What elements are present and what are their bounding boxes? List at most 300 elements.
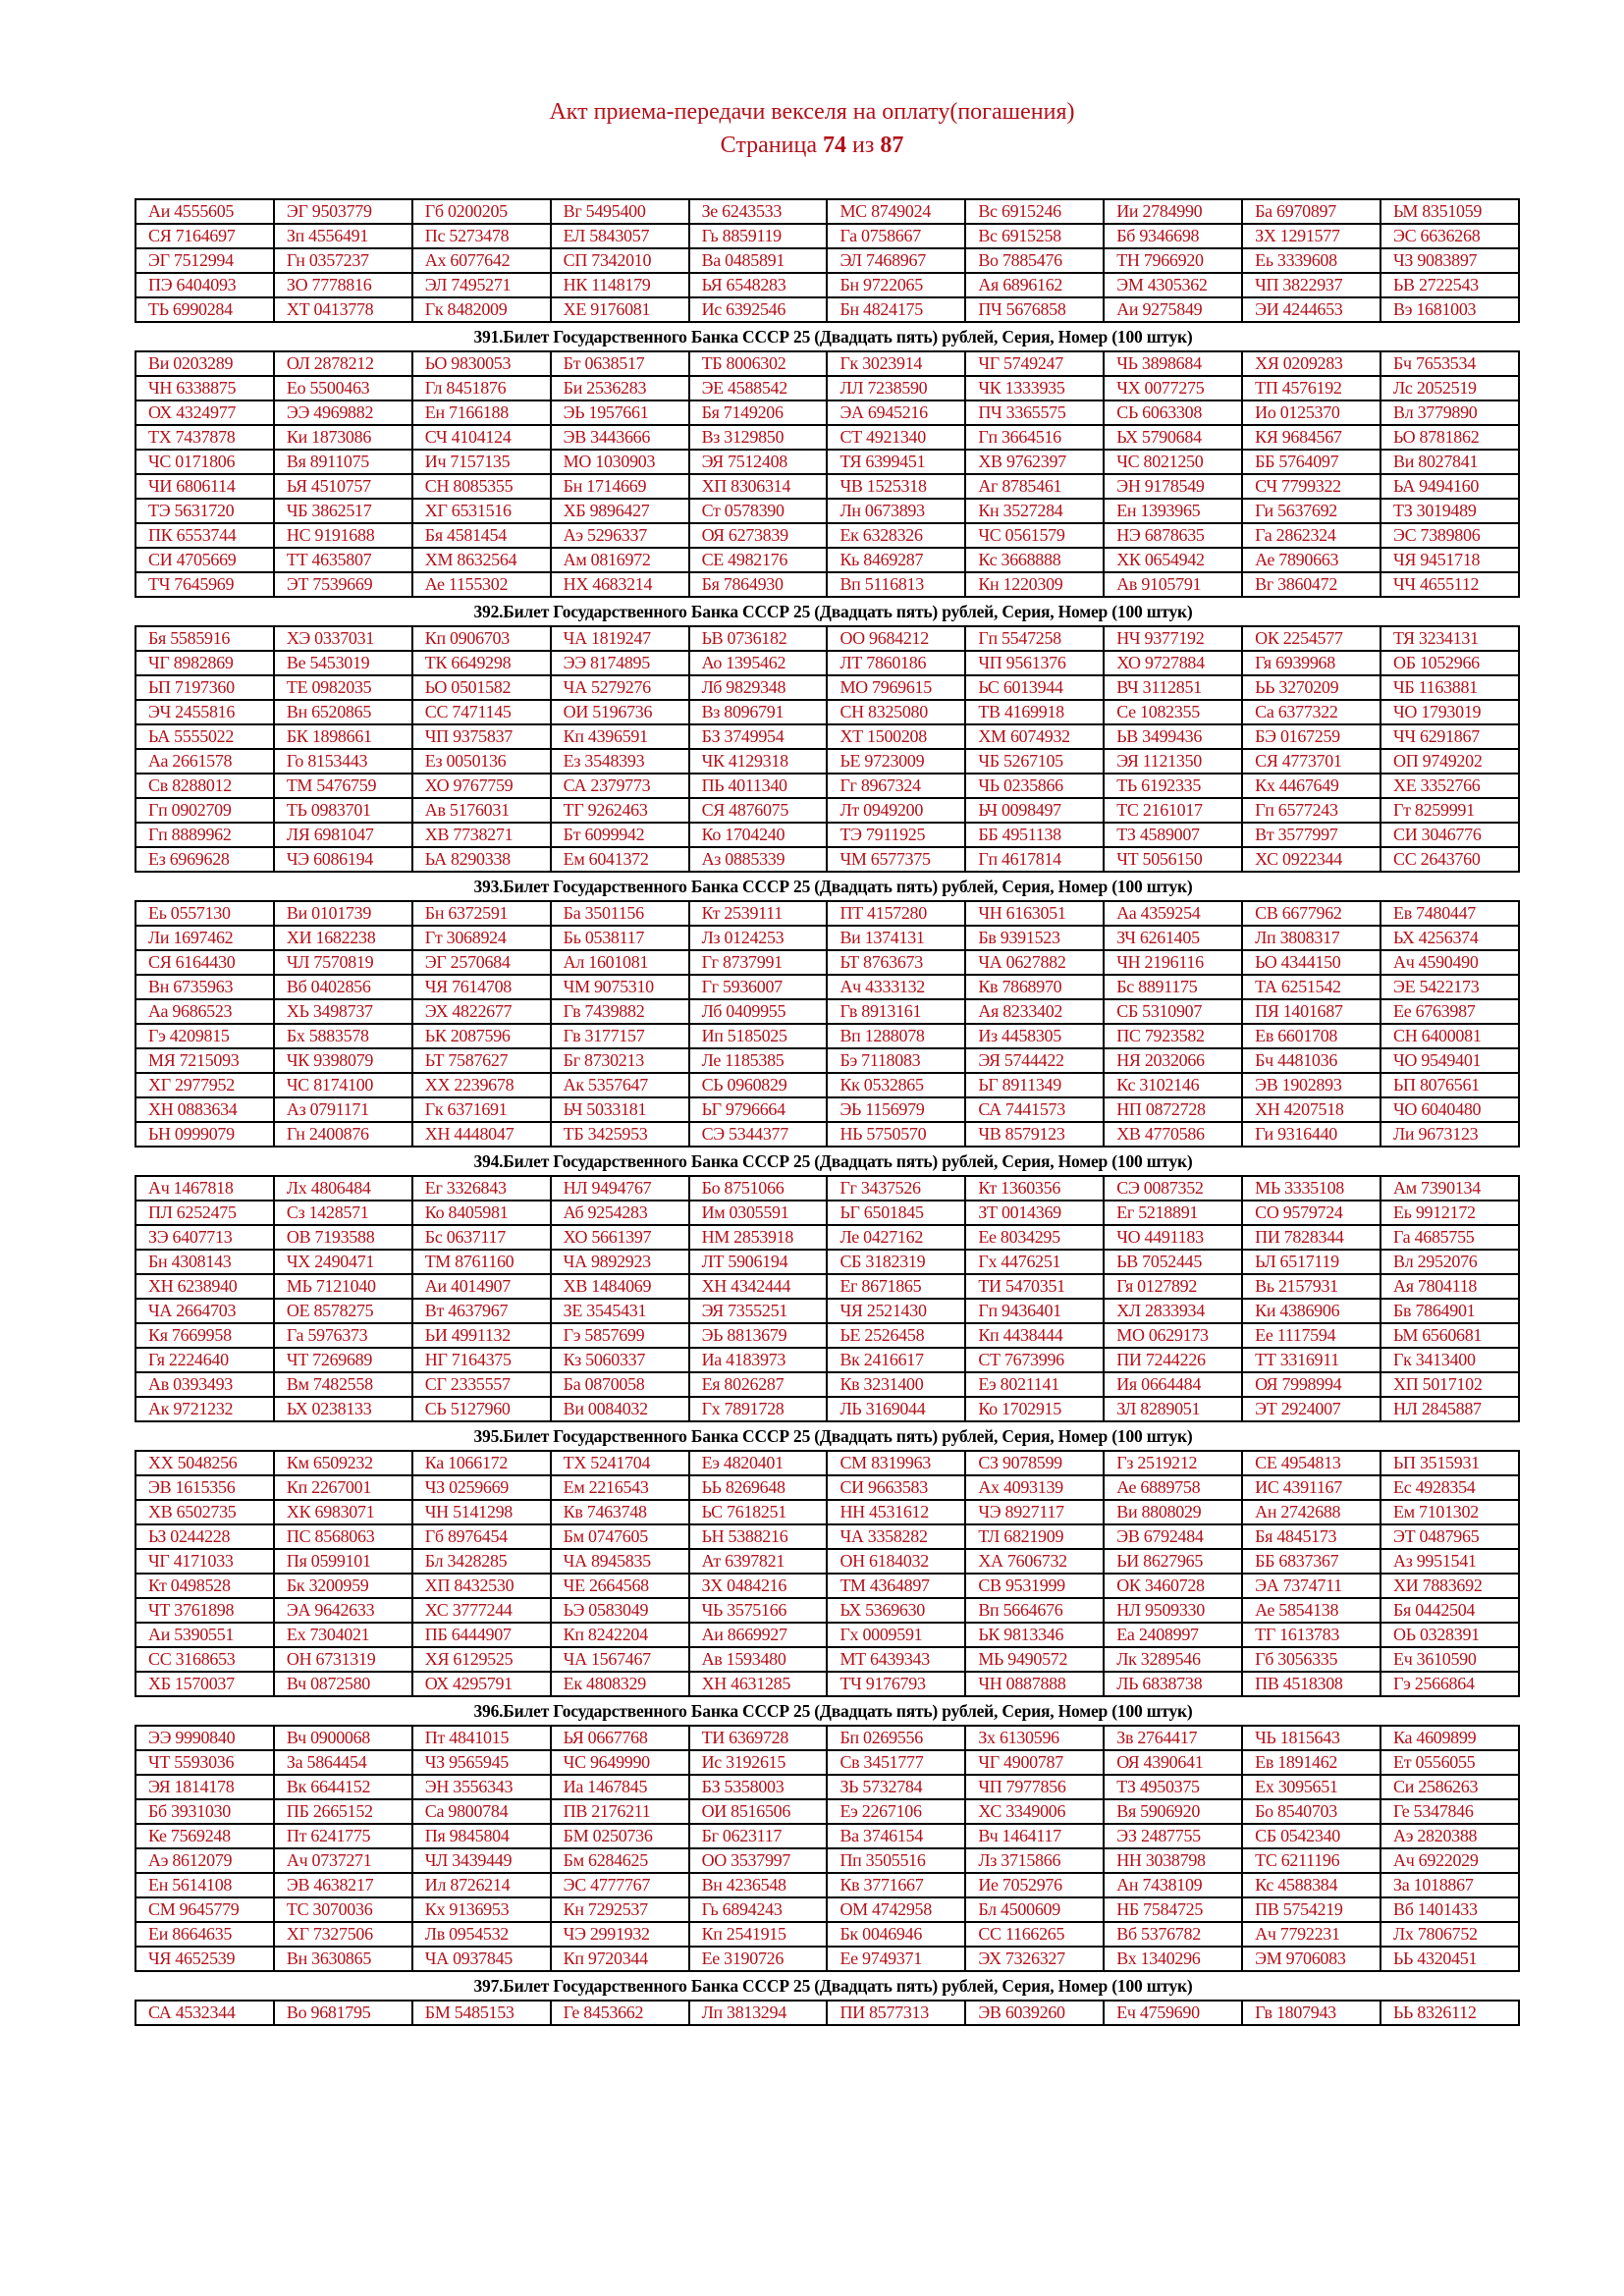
bill-serial-cell: ОЬ 0328391: [1380, 1623, 1519, 1647]
bill-serial-cell: Ба 6970897: [1242, 199, 1380, 224]
bill-serial-cell: Ае 5854138: [1242, 1598, 1380, 1623]
bill-serial-cell: Зе 6243533: [689, 199, 828, 224]
bill-serial-cell: СН 8085355: [412, 474, 551, 499]
bill-serial-cell: ХЬ 3498737: [274, 999, 412, 1024]
bill-serial-cell: ЛТ 7860186: [827, 651, 965, 675]
bill-serial-cell: ЕЛ 5843057: [551, 224, 689, 248]
bill-serial-cell: ОН 6184032: [827, 1549, 965, 1574]
bill-serial-cell: ЧК 4129318: [689, 749, 828, 774]
table-row: [135, 651, 1519, 675]
table-row: [135, 1250, 1519, 1274]
bill-serial-cell: ТС 2161017: [1104, 798, 1242, 823]
bill-serial-cell: Гя 0127892: [1104, 1274, 1242, 1299]
bill-serial-cell: Ич 7157135: [412, 450, 551, 474]
bill-serial-cell: Пп 3505516: [827, 1848, 965, 1873]
bill-serial-cell: ОВ 7193588: [274, 1225, 412, 1250]
bill-serial-cell: Гк 3023914: [827, 351, 965, 376]
bill-serial-cell: Ев 1891462: [1242, 1750, 1380, 1775]
table-row: [135, 548, 1519, 572]
section-heading: 392.Билет Государственного Банка СССР 25 (Двадцать пять) рублей, Серия, Номер (100 штук): [135, 597, 1519, 626]
table-row: [135, 499, 1519, 523]
bill-serial-cell: ПИ 7244226: [1104, 1348, 1242, 1372]
bill-serial-cell: ЧГ 5749247: [965, 351, 1104, 376]
bill-serial-cell: Ез 0050136: [412, 749, 551, 774]
bill-serial-cell: НМ 2853918: [689, 1225, 828, 1250]
bill-serial-cell: Вэ 1681003: [1380, 297, 1519, 322]
bill-serial-cell: Га 2862324: [1242, 523, 1380, 548]
bill-serial-cell: НГ 7164375: [412, 1348, 551, 1372]
bill-serial-cell: ЭИ 4244653: [1242, 297, 1380, 322]
table-row: [135, 1799, 1519, 1824]
bill-serial-cell: Гв 8913161: [827, 999, 965, 1024]
bill-serial-cell: Гг 8737991: [689, 950, 828, 975]
bill-serial-cell: ОИ 5196736: [551, 700, 689, 724]
bill-serial-cell: Ав 5176031: [412, 798, 551, 823]
bill-serial-cell: ЗТ 0014369: [965, 1201, 1104, 1225]
bill-serial-cell: Кх 9136953: [412, 1897, 551, 1922]
bill-serial-cell: Аэ 5296337: [551, 523, 689, 548]
bill-serial-cell: Лз 3715866: [965, 1848, 1104, 1873]
bill-serial-cell: Ае 6889758: [1104, 1475, 1242, 1500]
bill-serial-cell: Гг 5936007: [689, 975, 828, 999]
table-row: [135, 774, 1519, 798]
bill-serial-cell: ПТ 4157280: [827, 901, 965, 926]
bill-serial-cell: ПС 7923582: [1104, 1024, 1242, 1048]
bill-serial-cell: Кп 4396591: [551, 724, 689, 749]
bill-serial-cell: Аи 8669927: [689, 1623, 828, 1647]
bill-serial-cell: Ии 2784990: [1104, 199, 1242, 224]
table-row: [135, 1397, 1519, 1421]
bill-serial-cell: Ао 1395462: [689, 651, 828, 675]
bill-serial-cell: Лт 0949200: [827, 798, 965, 823]
bill-serial-cell: Лс 2052519: [1380, 376, 1519, 400]
bill-serial-cell: Вс 6915258: [965, 224, 1104, 248]
bill-serial-cell: ОК 2254577: [1242, 626, 1380, 651]
bill-serial-cell: Ав 1593480: [689, 1647, 828, 1672]
table-row: [135, 1024, 1519, 1048]
bill-serial-cell: Вк 2416617: [827, 1348, 965, 1372]
section-heading-row: [135, 872, 1519, 901]
bill-serial-cell: ЬН 0999079: [135, 1122, 274, 1147]
bill-serial-cell: ЛЬ 6838738: [1104, 1672, 1242, 1696]
bill-serial-cell: МО 7969615: [827, 675, 965, 700]
table-row: [135, 1897, 1519, 1922]
bill-serial-cell: Бх 5883578: [274, 1024, 412, 1048]
bill-serial-cell: Гэ 2566864: [1380, 1672, 1519, 1696]
bill-serial-cell: Кп 4438444: [965, 1323, 1104, 1348]
bill-serial-cell: ЧИ 6806114: [135, 474, 274, 499]
bill-serial-cell: ЭЭ 9990840: [135, 1726, 274, 1750]
bill-serial-cell: ЬВ 7052445: [1104, 1250, 1242, 1274]
bill-serial-cell: Вя 5906920: [1104, 1799, 1242, 1824]
table-row: [135, 1574, 1519, 1598]
bill-serial-cell: ТЛ 6821909: [965, 1524, 1104, 1549]
bill-serial-cell: ОЯ 4390641: [1104, 1750, 1242, 1775]
bill-serial-cell: БЭ 0167259: [1242, 724, 1380, 749]
bill-serial-cell: Еч 4759690: [1104, 2001, 1242, 2025]
bill-serial-cell: ТБ 8006302: [689, 351, 828, 376]
bill-serial-cell: Ем 2216543: [551, 1475, 689, 1500]
bill-serial-cell: Вб 5376782: [1104, 1922, 1242, 1947]
bill-serial-cell: ЬЕ 2526458: [827, 1323, 965, 1348]
bill-serial-cell: Вб 0402856: [274, 975, 412, 999]
section-heading-row: [135, 1971, 1519, 2001]
bill-serial-cell: Ег 5218891: [1104, 1201, 1242, 1225]
section-heading-row: [135, 322, 1519, 351]
bill-serial-cell: ЭВ 1615356: [135, 1475, 274, 1500]
bill-serial-cell: Во 9681795: [274, 2001, 412, 2025]
bill-serial-cell: ХГ 6531516: [412, 499, 551, 523]
bill-serial-cell: ЭЕ 5422173: [1380, 975, 1519, 999]
table-row: [135, 376, 1519, 400]
bill-serial-cell: СС 1166265: [965, 1922, 1104, 1947]
bill-serial-cell: ЭС 4777767: [551, 1873, 689, 1897]
bill-serial-cell: Кт 2539111: [689, 901, 828, 926]
bill-serial-cell: Ст 0578390: [689, 499, 828, 523]
bill-serial-cell: ЧЛ 7570819: [274, 950, 412, 975]
bill-serial-cell: ПВ 4518308: [1242, 1672, 1380, 1696]
bill-serial-cell: ЧЭ 2991932: [551, 1922, 689, 1947]
bill-serial-cell: ЬЗ 0244228: [135, 1524, 274, 1549]
bill-serial-cell: Бя 7149206: [689, 400, 828, 425]
bill-serial-cell: ББ 5764097: [1242, 450, 1380, 474]
bill-serial-cell: ПЧ 3365575: [965, 400, 1104, 425]
bill-serial-cell: Ач 1467818: [135, 1176, 274, 1201]
bill-serial-cell: ЬЬ 8269648: [689, 1475, 828, 1500]
bill-serial-cell: ЭЛ 7495271: [412, 273, 551, 297]
bill-serial-cell: Ак 9721232: [135, 1397, 274, 1421]
table-row: [135, 400, 1519, 425]
bill-serial-cell: Аг 8785461: [965, 474, 1104, 499]
bill-serial-cell: МС 8749024: [827, 199, 965, 224]
bill-serial-cell: ЧН 2196116: [1104, 950, 1242, 975]
bill-serial-cell: Гп 8889962: [135, 823, 274, 847]
bill-serial-cell: СИ 3046776: [1380, 823, 1519, 847]
bill-serial-cell: ЭА 7374711: [1242, 1574, 1380, 1598]
bill-serial-cell: ИС 4391167: [1242, 1475, 1380, 1500]
table-row: [135, 2001, 1519, 2025]
bill-serial-cell: Ач 7792231: [1242, 1922, 1380, 1947]
table-row: [135, 675, 1519, 700]
bill-serial-cell: Ис 6392546: [689, 297, 828, 322]
table-row: [135, 425, 1519, 450]
table-row: [135, 1647, 1519, 1672]
bill-serial-cell: ЭВ 1902893: [1242, 1073, 1380, 1097]
bill-serial-cell: Аа 4359254: [1104, 901, 1242, 926]
bill-serial-cell: Бо 8540703: [1242, 1799, 1380, 1824]
bill-serial-cell: ХЭ 0337031: [274, 626, 412, 651]
bill-serial-cell: Еэ 4820401: [689, 1451, 828, 1475]
bill-serial-cell: ПВ 2176211: [551, 1799, 689, 1824]
bill-serial-cell: ЛТ 5906194: [689, 1250, 828, 1274]
bill-serial-cell: Вл 2952076: [1380, 1250, 1519, 1274]
bill-serial-cell: ОК 3460728: [1104, 1574, 1242, 1598]
bill-serial-cell: ХП 5017102: [1380, 1372, 1519, 1397]
bill-serial-cell: ЬТ 8763673: [827, 950, 965, 975]
bill-serial-cell: Ав 9105791: [1104, 572, 1242, 597]
table-row: [135, 450, 1519, 474]
bill-serial-cell: СЧ 4104124: [412, 425, 551, 450]
bill-serial-cell: Вг 3860472: [1242, 572, 1380, 597]
bill-serial-cell: Ле 1185385: [689, 1048, 828, 1073]
bill-serial-cell: ХЕ 3352766: [1380, 774, 1519, 798]
bill-serial-cell: ЭЧ 2455816: [135, 700, 274, 724]
bill-serial-cell: Кн 7292537: [551, 1897, 689, 1922]
bill-serial-cell: Сз 1428571: [274, 1201, 412, 1225]
bill-serial-cell: ТГ 9262463: [551, 798, 689, 823]
bill-serial-cell: ЧН 6163051: [965, 901, 1104, 926]
bill-serial-cell: ЧН 5141298: [412, 1500, 551, 1524]
bill-serial-cell: Бк 0046946: [827, 1922, 965, 1947]
bill-serial-cell: ТЧ 9176793: [827, 1672, 965, 1696]
bill-serial-cell: Ах 4093139: [965, 1475, 1104, 1500]
bill-serial-cell: ТБ 3425953: [551, 1122, 689, 1147]
table-row: [135, 975, 1519, 999]
bill-serial-cell: Га 5976373: [274, 1323, 412, 1348]
bill-serial-cell: БЗ 5358003: [689, 1775, 828, 1799]
bill-serial-cell: ЧТ 7269689: [274, 1348, 412, 1372]
bill-serial-cell: ХП 8432530: [412, 1574, 551, 1598]
bill-serial-cell: Вя 8911075: [274, 450, 412, 474]
bill-serial-cell: ХМ 8632564: [412, 548, 551, 572]
bill-serial-cell: СМ 8319963: [827, 1451, 965, 1475]
bill-serial-cell: Ек 6328326: [827, 523, 965, 548]
bill-serial-cell: Вн 4236548: [689, 1873, 828, 1897]
bill-serial-cell: ХС 3349006: [965, 1799, 1104, 1824]
bill-serial-cell: НХ 4683214: [551, 572, 689, 597]
bill-serial-cell: Аэ 2820388: [1380, 1824, 1519, 1848]
table-row: [135, 847, 1519, 872]
bill-serial-cell: ЭЯ 1121350: [1104, 749, 1242, 774]
bill-serial-cell: ХМ 6074932: [965, 724, 1104, 749]
bill-serial-cell: ЭХ 7326327: [965, 1947, 1104, 1971]
bill-serial-cell: Еи 8664635: [135, 1922, 274, 1947]
bill-serial-cell: Вн 6735963: [135, 975, 274, 999]
bill-serial-cell: СС 7471145: [412, 700, 551, 724]
bill-serial-cell: ЬО 8781862: [1380, 425, 1519, 450]
bill-serial-cell: Ва 0485891: [689, 248, 828, 273]
bill-serial-cell: Гп 4617814: [965, 847, 1104, 872]
bill-serial-cell: Ек 4808329: [551, 1672, 689, 1696]
bill-serial-cell: БМ 5485153: [412, 2001, 551, 2025]
bill-serial-cell: Ле 0427162: [827, 1225, 965, 1250]
bill-serial-cell: ТЬ 6990284: [135, 297, 274, 322]
bill-serial-cell: ХО 9727884: [1104, 651, 1242, 675]
bill-serial-cell: СЕ 4954813: [1242, 1451, 1380, 1475]
bill-serial-cell: Бн 1714669: [551, 474, 689, 499]
bill-serial-cell: Бь 0538117: [551, 926, 689, 950]
bill-serial-cell: ЬК 9813346: [965, 1623, 1104, 1647]
bill-serial-cell: Ее 6763987: [1380, 999, 1519, 1024]
bill-serial-cell: ЭС 6636268: [1380, 224, 1519, 248]
bill-serial-cell: ЭН 3556343: [412, 1775, 551, 1799]
bill-serial-cell: ЧО 6040480: [1380, 1097, 1519, 1122]
bill-serial-cell: Бб 3931030: [135, 1799, 274, 1824]
bill-serial-cell: Аз 0791171: [274, 1097, 412, 1122]
bill-serial-cell: Аз 9951541: [1380, 1549, 1519, 1574]
bill-serial-cell: Бя 5585916: [135, 626, 274, 651]
bill-serial-cell: БЗ 3749954: [689, 724, 828, 749]
bill-serial-cell: ББ 4951138: [965, 823, 1104, 847]
bill-serial-cell: Га 0758667: [827, 224, 965, 248]
bill-serial-cell: ПЯ 1401687: [1242, 999, 1380, 1024]
bill-serial-cell: Гь 8859119: [689, 224, 828, 248]
bill-serial-cell: ЬГ 8911349: [965, 1073, 1104, 1097]
bill-serial-cell: Ви 0101739: [274, 901, 412, 926]
bill-serial-cell: Гэ 4209815: [135, 1024, 274, 1048]
bill-serial-cell: Вп 5664676: [965, 1598, 1104, 1623]
bill-serial-cell: ЧМ 9075310: [551, 975, 689, 999]
bill-serial-cell: ХТ 1500208: [827, 724, 965, 749]
bill-serial-cell: Бг 0623117: [689, 1824, 828, 1848]
bill-serial-cell: Кв 3771667: [827, 1873, 965, 1897]
bill-serial-cell: ЧЬ 3575166: [689, 1598, 828, 1623]
bill-serial-cell: Еа 2408997: [1104, 1623, 1242, 1647]
bill-serial-cell: Ач 6922029: [1380, 1848, 1519, 1873]
bill-serial-cell: НЛ 9494767: [551, 1176, 689, 1201]
bill-serial-cell: БК 1898661: [274, 724, 412, 749]
table-row: [135, 1201, 1519, 1225]
bill-serial-cell: ЧХ 0077275: [1104, 376, 1242, 400]
bill-serial-cell: ХВ 1484069: [551, 1274, 689, 1299]
bill-serial-cell: ХП 8306314: [689, 474, 828, 499]
table-row: [135, 1372, 1519, 1397]
table-row: [135, 1097, 1519, 1122]
bill-serial-cell: ХН 4207518: [1242, 1097, 1380, 1122]
bill-serial-cell: ЧБ 1163881: [1380, 675, 1519, 700]
bill-serial-cell: Гх 7891728: [689, 1397, 828, 1421]
bill-serial-cell: ЭТ 0487965: [1380, 1524, 1519, 1549]
bill-serial-cell: За 1018867: [1380, 1873, 1519, 1897]
bill-serial-cell: Зх 6130596: [965, 1726, 1104, 1750]
table-row: [135, 248, 1519, 273]
bill-serial-cell: ЧА 1567467: [551, 1647, 689, 1672]
table-row: [135, 1451, 1519, 1475]
bill-serial-cell: Си 2586263: [1380, 1775, 1519, 1799]
bill-serial-cell: ТМ 5476759: [274, 774, 412, 798]
bill-serial-cell: Вз 3129850: [689, 425, 828, 450]
bill-serial-cell: ТТ 4635807: [274, 548, 412, 572]
bill-serial-cell: ЧС 0171806: [135, 450, 274, 474]
bill-serial-cell: Гк 8482009: [412, 297, 551, 322]
bill-serial-cell: Ан 7438109: [1104, 1873, 1242, 1897]
bill-serial-cell: Вч 0900068: [274, 1726, 412, 1750]
bill-serial-cell: ОИ 8516506: [689, 1799, 828, 1824]
bill-serial-cell: ЭГ 7512994: [135, 248, 274, 273]
bill-serial-cell: Ая 7804118: [1380, 1274, 1519, 1299]
bill-serial-cell: ЗЕ 3545431: [551, 1299, 689, 1323]
bill-serial-cell: ЭВ 3443666: [551, 425, 689, 450]
bill-serial-cell: ЬО 4344150: [1242, 950, 1380, 975]
bill-serial-cell: Ги 5637692: [1242, 499, 1380, 523]
bill-serial-cell: ББ 6837367: [1242, 1549, 1380, 1574]
bill-serial-cell: ЬЯ 4510757: [274, 474, 412, 499]
bill-serial-cell: Кз 5060337: [551, 1348, 689, 1372]
bill-serial-cell: ЧЬ 3898684: [1104, 351, 1242, 376]
bill-serial-cell: ЭА 6945216: [827, 400, 965, 425]
bill-serial-cell: ХБ 9896427: [551, 499, 689, 523]
bill-serial-cell: Вн 6520865: [274, 700, 412, 724]
bill-serial-cell: ТХ 7437878: [135, 425, 274, 450]
bill-serial-cell: ЬС 6013944: [965, 675, 1104, 700]
bill-serial-cell: Зп 4556491: [274, 224, 412, 248]
bill-serial-cell: Вт 4637967: [412, 1299, 551, 1323]
bill-serial-cell: Бс 0637117: [412, 1225, 551, 1250]
bill-serial-cell: НС 9191688: [274, 523, 412, 548]
bill-serial-cell: ХЕ 9176081: [551, 297, 689, 322]
bill-serial-cell: ЧБ 5267105: [965, 749, 1104, 774]
bill-serial-cell: Ег 8671865: [827, 1274, 965, 1299]
bill-serial-cell: ТИ 5470351: [965, 1274, 1104, 1299]
bill-serial-cell: ЬВ 3499436: [1104, 724, 1242, 749]
bill-serial-cell: ЭВ 4638217: [274, 1873, 412, 1897]
bill-serial-cell: Им 0305591: [689, 1201, 828, 1225]
bill-serial-cell: ЧЭ 6086194: [274, 847, 412, 872]
bill-serial-cell: ПВ 5754219: [1242, 1897, 1380, 1922]
bill-serial-cell: ЧП 9561376: [965, 651, 1104, 675]
bill-serial-cell: ОМ 4742958: [827, 1897, 965, 1922]
bill-serial-cell: Км 6509232: [274, 1451, 412, 1475]
bill-serial-cell: ЬХ 5790684: [1104, 425, 1242, 450]
bill-serial-cell: Гз 2519212: [1104, 1451, 1242, 1475]
bill-serial-cell: НБ 7584725: [1104, 1897, 1242, 1922]
bill-serial-cell: Пя 0599101: [274, 1549, 412, 1574]
page-total: 87: [880, 133, 904, 158]
bill-serial-cell: ЭЬ 8813679: [689, 1323, 828, 1348]
bill-serial-cell: СН 6400081: [1380, 1024, 1519, 1048]
table-row: [135, 1299, 1519, 1323]
bill-serial-cell: Ач 4590490: [1380, 950, 1519, 975]
bill-serial-cell: СА 4532344: [135, 2001, 274, 2025]
bill-serial-cell: Кх 4467649: [1242, 774, 1380, 798]
bill-serial-cell: Са 9800784: [412, 1799, 551, 1824]
bill-serial-cell: ЧА 0937845: [412, 1947, 551, 1971]
bill-serial-cell: ЭХ 4822677: [412, 999, 551, 1024]
bill-serial-cell: ЛЯ 6981047: [274, 823, 412, 847]
bill-serial-cell: ЧБ 3862517: [274, 499, 412, 523]
bill-serial-cell: СИ 4705669: [135, 548, 274, 572]
bill-serial-cell: Бм 6284625: [551, 1848, 689, 1873]
bill-serial-cell: ЬП 3515931: [1380, 1451, 1519, 1475]
bill-serial-cell: Вк 6644152: [274, 1775, 412, 1799]
bill-serial-cell: Вт 3577997: [1242, 823, 1380, 847]
bill-serial-cell: Бо 8751066: [689, 1176, 828, 1201]
bill-serial-cell: ТЗ 3019489: [1380, 499, 1519, 523]
bill-serial-cell: СВ 6677962: [1242, 901, 1380, 926]
bill-serial-cell: ЬХ 4256374: [1380, 926, 1519, 950]
bill-serial-cell: Ко 1702915: [965, 1397, 1104, 1421]
bill-serial-cell: Кп 2541915: [689, 1922, 828, 1947]
bill-serial-cell: ЬО 9830053: [412, 351, 551, 376]
bill-serial-cell: Лк 3289546: [1104, 1647, 1242, 1672]
bill-serial-cell: ЧК 1333935: [965, 376, 1104, 400]
bill-serial-cell: ЭН 9178549: [1104, 474, 1242, 499]
bill-serial-cell: Еч 3610590: [1380, 1647, 1519, 1672]
bill-serial-cell: ЬЧ 0098497: [965, 798, 1104, 823]
bill-serial-cell: Гб 3056335: [1242, 1647, 1380, 1672]
bill-serial-cell: Еь 9912172: [1380, 1201, 1519, 1225]
bill-serial-cell: Кп 8242204: [551, 1623, 689, 1647]
bill-serial-cell: Вл 3779890: [1380, 400, 1519, 425]
bill-serial-cell: ЧВ 1525318: [827, 474, 965, 499]
bill-serial-cell: ЬИ 4991132: [412, 1323, 551, 1348]
table-row: [135, 1726, 1519, 1750]
bill-serial-cell: ЭЛ 7468967: [827, 248, 965, 273]
table-row: [135, 926, 1519, 950]
bill-serial-cell: ТЗ 4950375: [1104, 1775, 1242, 1799]
table-row: [135, 1549, 1519, 1574]
bill-serial-cell: СЯ 4773701: [1242, 749, 1380, 774]
